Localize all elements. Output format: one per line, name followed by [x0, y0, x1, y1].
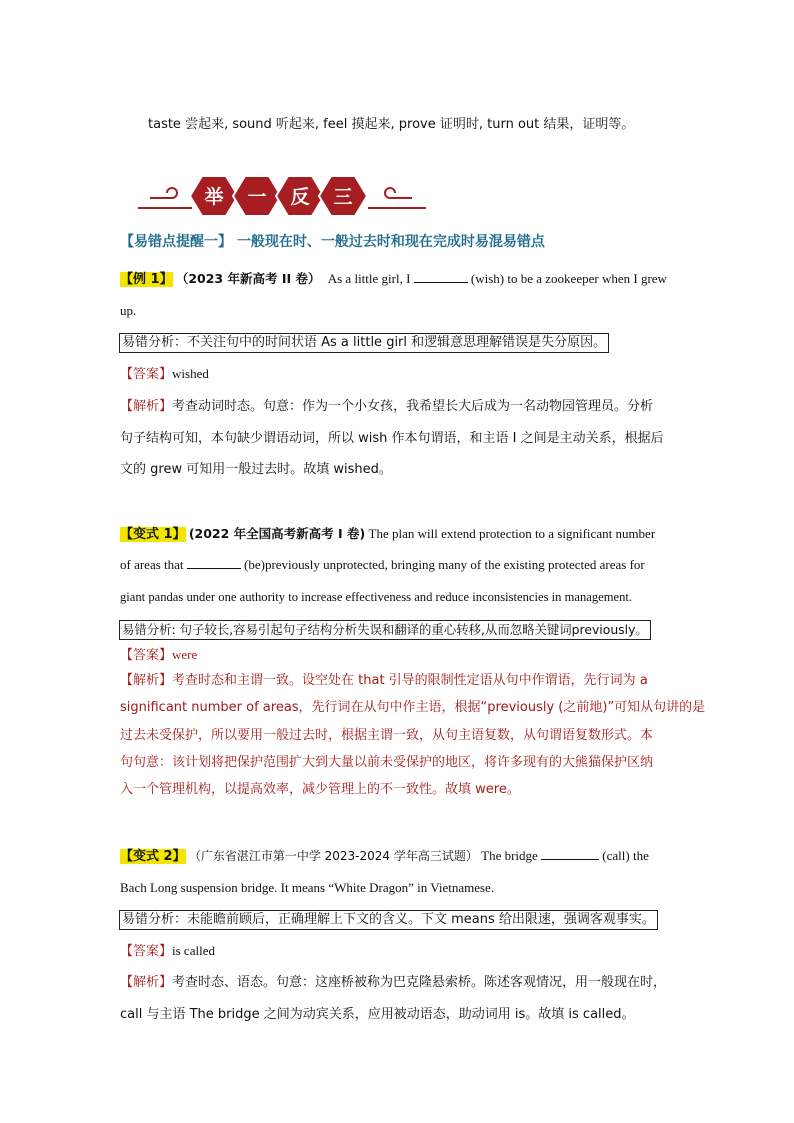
banner-char-2: 一 [247, 186, 267, 208]
var2-expl-label: 【解析】 [120, 975, 173, 990]
ex1-answer-value: wished [172, 366, 209, 381]
banner-graphic [130, 168, 430, 224]
banner-char-3: 反 [290, 186, 310, 208]
var1-expl-text1: 考查时态和主谓一致。设空处在 that 引导的限制性定语从句中作谓语，先行词为 a [172, 673, 648, 688]
ex1-blank[interactable] [414, 270, 468, 283]
var1-explanation-line1 [120, 671, 700, 691]
var1-tag: 【变式 1】 [120, 527, 186, 542]
var1-explanation-line4: 句句意：该计划将把保护范围扩大到大量以前未受保护的地区，将许多现有的大熊猫保护区纳 [120, 755, 654, 770]
var2-question-line1 [120, 846, 700, 867]
var1-question-a: The plan will extend protection to a significant number [368, 526, 656, 541]
var1-question-line1 [120, 524, 700, 545]
var2-source: （广东省湛江市第一中学 2023-2024 学年高三试题） [188, 849, 478, 863]
var1-answer-label: 【答案】 [120, 648, 173, 663]
banner-char-4: 三 [333, 186, 353, 208]
var2-blank[interactable] [541, 847, 599, 860]
ex1-analysis-box: 易错分析：不关注句中的时间状语 As a little girl 和逻辑意思理解错误是失分原因。 [119, 333, 609, 353]
var2-answer-value: is called [172, 943, 215, 958]
var2-question-a: The bridge [481, 848, 538, 863]
var1-question-line3: giant pandas under one authority to increase effectiveness and reduce inconsistencies in management. [120, 590, 633, 604]
ex1-explanation-line3: 文的 grew 可知用一般过去时。故填 wished。 [120, 462, 392, 477]
var1-blank[interactable] [187, 556, 241, 569]
var1-expl-label: 【解析】 [120, 673, 173, 688]
var2-question-b: (call) the [602, 848, 649, 863]
var1-question-line2 [120, 555, 700, 575]
var1-answer [120, 645, 700, 666]
var1-explanation-line5: 入一个管理机构，以提高效率，减少管理上的不一致性。故填 were。 [120, 782, 520, 797]
var1-analysis-box: 易错分析: 句子较长,容易引起句子结构分析失误和翻译的重心转移,从而忽略关键词previously。 [119, 620, 651, 640]
var2-expl-text1: 考查时态、语态。句意：这座桥被称为巴克隆悬索桥。陈述客观情况，用一般现在时， [172, 975, 667, 990]
var1-question-b: of areas that [120, 557, 184, 572]
var1-explanation-line2: significant number of areas，先行词在从句中作主语，根据“previously (之前地)”可知从句讲的是 [120, 700, 706, 715]
var1-question-c: (be)previously unprotected, bringing many of the existing protected areas for [244, 557, 645, 572]
var2-explanation-line1 [120, 973, 700, 993]
ex1-question-a: As a little girl, I [327, 271, 411, 286]
ex1-expl-text1: 考查动词时态。句意：作为一个小女孩，我希望长大后成为一名动物园管理员。分析 [172, 399, 654, 414]
ex1-answer [120, 364, 700, 385]
intro-line: taste 尝起来, sound 听起来, feel 摸起来, prove 证明时, turn out 结果，证明等。 [148, 117, 635, 132]
var2-explanation-line2: call 与主语 The bridge 之间为动宾关系，应用被动语态，助动词用 is。故填 is called。 [120, 1007, 635, 1022]
var2-analysis-box: 易错分析：未能瞻前顾后，正确理解上下文的含义。下文 means 给出限速，强调客观事实。 [119, 910, 658, 930]
ex1-explanation-line1 [120, 397, 700, 417]
var1-explanation-line3: 过去未受保护，所以要用一般过去时，根据主谓一致，从句主语复数，从句谓语复数形式。本 [120, 728, 654, 743]
ex1-question-line2: up. [120, 303, 137, 318]
ex1-expl-label: 【解析】 [120, 399, 173, 414]
ex1-question-b: (wish) to be a zookeeper when I grew [470, 271, 667, 286]
section-title: 【易错点提醒一】 一般现在时、一般过去时和现在完成时易混易错点 [120, 234, 545, 250]
var2-question-line2: Bach Long suspension bridge. It means “White Dragon” in Vietnamese. [120, 880, 495, 895]
var2-answer-label: 【答案】 [120, 944, 173, 959]
ex1-question-line1 [120, 269, 700, 290]
var2-answer [120, 941, 700, 962]
var1-answer-value: were [172, 647, 198, 662]
ex1-explanation-line2: 句子结构可知，本句缺少谓语动词，所以 wish 作本句谓语，和主语 I 之间是主动关系，根据后 [120, 431, 664, 446]
var2-tag: 【变式 2】 [120, 849, 186, 864]
var1-source: (2022 年全国高考新高考 I 卷) [188, 526, 366, 541]
ex1-answer-label: 【答案】 [120, 367, 173, 382]
ex1-source: （2023 年新高考 II 卷） [175, 271, 321, 286]
banner-ju-yi-fan-san [130, 168, 430, 224]
banner-char-1: 举 [204, 186, 224, 208]
ex1-tag: 【例 1】 [120, 272, 173, 287]
